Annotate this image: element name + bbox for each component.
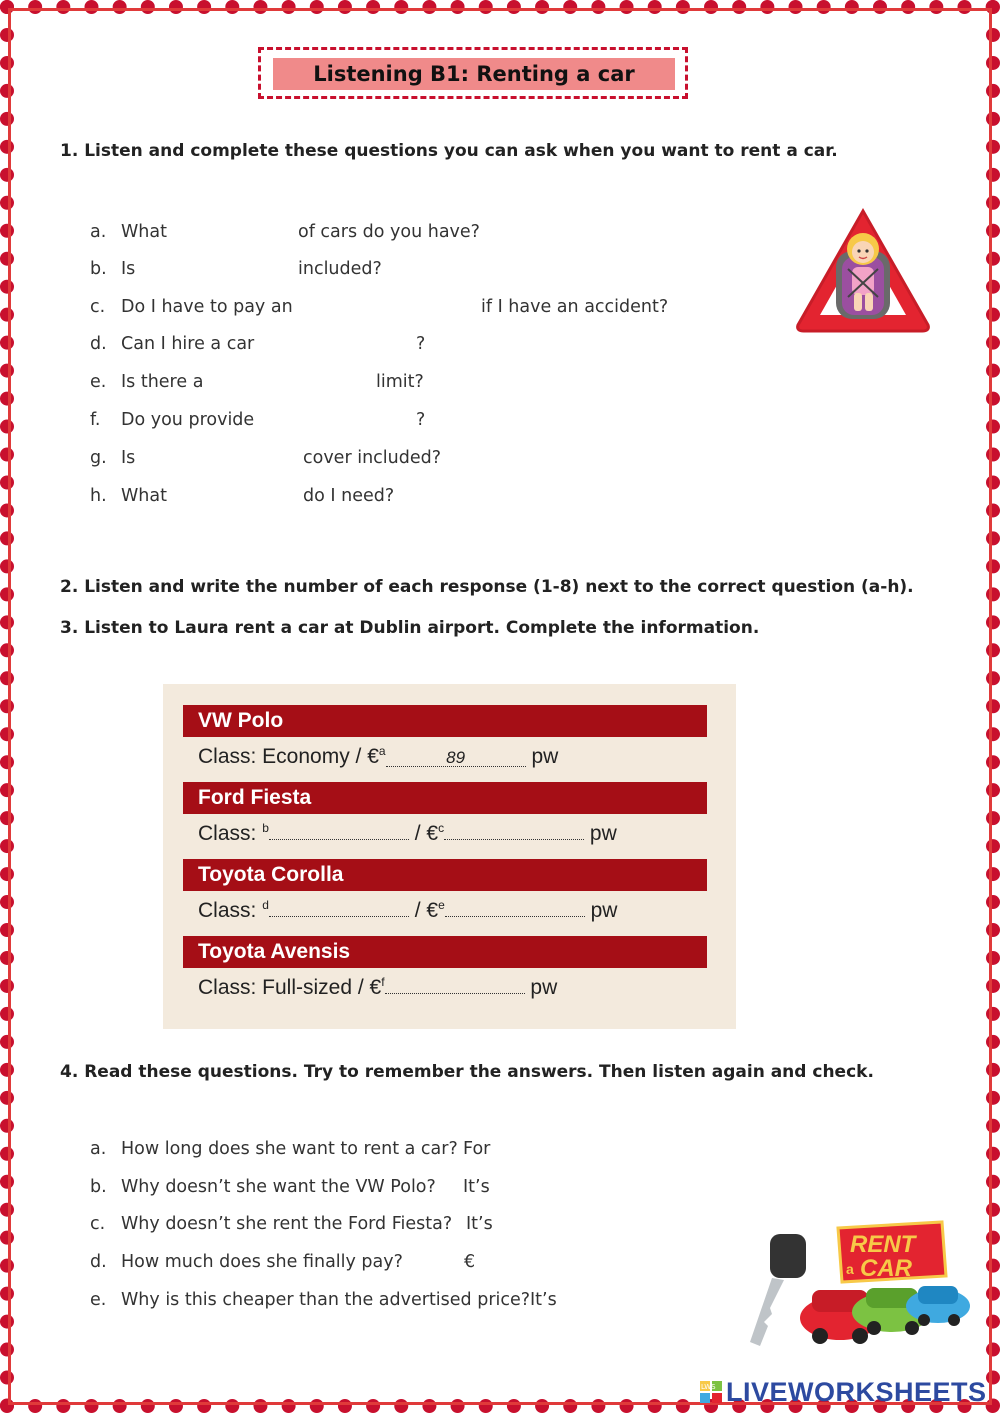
blank-marker: b xyxy=(262,821,269,835)
car-info-card xyxy=(163,684,736,1029)
answer-start: € xyxy=(464,1252,476,1272)
liveworksheets-logo-icon xyxy=(700,1381,722,1405)
item-text: limit? xyxy=(376,372,424,392)
car-key-icon xyxy=(770,1234,806,1278)
blank-marker: e xyxy=(438,898,445,912)
question-text: Why doesn’t she rent the Ford Fiesta? xyxy=(121,1214,453,1234)
question-text: How long does she want to rent a car? xyxy=(121,1139,458,1159)
item-text: of cars do you have? xyxy=(298,222,480,242)
item-label: b. xyxy=(90,1177,107,1197)
rent-a-car-illustration xyxy=(742,1218,972,1358)
question-text: How much does she finally pay? xyxy=(121,1252,403,1272)
item-label: c. xyxy=(90,297,106,317)
blank-marker: c xyxy=(438,821,445,835)
answer-start: It’s xyxy=(466,1214,493,1234)
item-text: What xyxy=(121,222,167,242)
class-label: Class: Economy / € xyxy=(198,745,379,768)
class-label: Class: xyxy=(198,822,263,845)
car-name-bar: Toyota Avensis xyxy=(183,936,707,968)
car-class-line xyxy=(198,744,558,769)
item-label: g. xyxy=(90,448,107,468)
item-label: d. xyxy=(90,334,107,354)
logo-mark-text: LWS xyxy=(701,1383,716,1391)
answer-blank[interactable] xyxy=(269,898,409,917)
item-text: Do you provide xyxy=(121,410,255,430)
section4-heading: 4. Read these questions. Try to remember the answers. Then listen again and check. xyxy=(60,1062,874,1082)
section3-heading: 3. Listen to Laura rent a car at Dublin airport. Complete the information. xyxy=(60,618,760,638)
question-text: Why is this cheaper than the advertised price? xyxy=(121,1290,531,1310)
blank-marker: f xyxy=(381,975,385,989)
item-text: cover included? xyxy=(303,448,442,468)
item-text: ? xyxy=(416,410,426,430)
item-label: f. xyxy=(90,410,101,430)
item-label: e. xyxy=(90,372,107,392)
title-box xyxy=(258,47,688,99)
item-text: Is xyxy=(121,448,136,468)
euro-label: / € xyxy=(408,822,439,845)
euro-label: / € xyxy=(408,899,439,922)
blank-marker: d xyxy=(262,898,269,912)
section1-heading: 1. Listen and complete these questions you can ask when you want to rent a car. xyxy=(60,141,838,161)
car-class-line xyxy=(198,898,617,923)
per-week-label: pw xyxy=(530,976,558,999)
car-name-bar: Toyota Corolla xyxy=(183,859,707,891)
per-week-label: pw xyxy=(589,822,617,845)
answer-blank: 89 xyxy=(386,748,526,767)
class-label: Class: xyxy=(198,899,263,922)
answer-blank[interactable] xyxy=(444,821,584,840)
car-class-line xyxy=(198,975,557,1000)
item-label: c. xyxy=(90,1214,106,1234)
per-week-label: pw xyxy=(531,745,559,768)
car-class-line xyxy=(198,821,617,846)
answer-start: It’s xyxy=(530,1290,557,1310)
item-label: a. xyxy=(90,1139,107,1159)
item-text: do I need? xyxy=(303,486,395,506)
question-text: Why doesn’t she want the VW Polo? xyxy=(121,1177,436,1197)
item-text: Do I have to pay an xyxy=(121,297,293,317)
item-text: ? xyxy=(416,334,426,354)
rent-logo-line2: a xyxy=(846,1261,854,1277)
item-label: e. xyxy=(90,1290,107,1310)
item-text: included? xyxy=(298,259,382,279)
answer-start: For xyxy=(463,1139,491,1159)
section2-heading: 2. Listen and write the number of each response (1-8) next to the correct question (a-h). xyxy=(60,577,914,597)
item-text: What xyxy=(121,486,167,506)
item-text: Is there a xyxy=(121,372,204,392)
item-label: d. xyxy=(90,1252,107,1272)
item-text: Is xyxy=(121,259,136,279)
answer-blank[interactable] xyxy=(385,975,525,994)
item-text: Can I hire a car xyxy=(121,334,255,354)
rent-logo-line1: RENT xyxy=(850,1231,916,1258)
car-name-bar: VW Polo xyxy=(183,705,707,737)
blank-marker: a xyxy=(378,744,386,758)
per-week-label: pw xyxy=(590,899,618,922)
item-label: b. xyxy=(90,259,107,279)
child-seat-warning-icon xyxy=(792,205,934,335)
car-name-bar: Ford Fiesta xyxy=(183,782,707,814)
item-label: h. xyxy=(90,486,107,506)
liveworksheets-logo[interactable]: LIVEWORKSHEETS xyxy=(726,1377,987,1407)
answer-start: It’s xyxy=(463,1177,490,1197)
item-label: a. xyxy=(90,222,107,242)
answer-blank[interactable] xyxy=(445,898,585,917)
item-text: if I have an accident? xyxy=(481,297,669,317)
class-label: Class: Full-sized / € xyxy=(198,976,382,999)
rent-logo-line3: CAR xyxy=(860,1255,912,1282)
page-title: Listening B1: Renting a car xyxy=(273,58,675,90)
answer-blank[interactable] xyxy=(269,821,409,840)
